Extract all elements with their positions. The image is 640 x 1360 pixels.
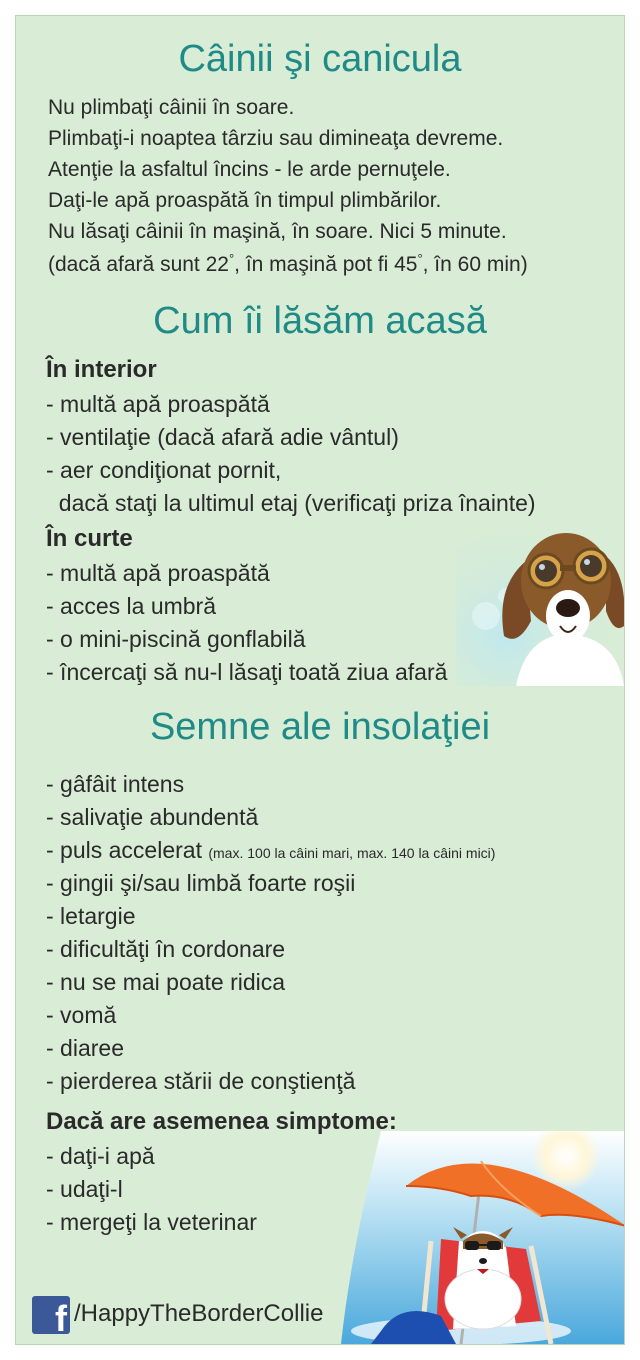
symptom-puls-note: (max. 100 la câini mari, max. 140 la câini mici) (208, 845, 496, 861)
degree-sign: ° (228, 251, 235, 266)
list-item: - multă apă proaspătă (46, 391, 270, 417)
degree-sign: ° (417, 251, 423, 266)
symptom-puls-label: - puls accelerat (46, 837, 202, 863)
facebook-handle[interactable]: /HappyTheBorderCollie (74, 1300, 324, 1327)
temperature-part-3: , în 60 min) (422, 253, 528, 276)
action-item: - daţi-i apă (46, 1143, 155, 1169)
symptom-item: - gingii şi/sau limbă foarte roşii (46, 870, 356, 896)
facebook-icon-letter: f (55, 1298, 67, 1339)
list-item: - o mini-piscină gonflabilă (46, 626, 306, 652)
text-line: Plimbaţi-i noaptea târziu sau dimineaţa devreme. (48, 127, 504, 150)
section-title-insolatie: Semne ale insolaţiei (149, 706, 491, 748)
symptom-item-puls (46, 837, 495, 864)
symptom-item: - letargie (46, 903, 136, 929)
facebook-icon (32, 1296, 70, 1339)
subheading-simptome: Dacă are asemenea simptome: (46, 1108, 397, 1135)
list-item: - multă apă proaspătă (46, 560, 270, 586)
list-item: - încercaţi să nu-l lăsaţi toată ziua afară (46, 659, 448, 685)
list-item: - acces la umbră (46, 593, 217, 619)
symptom-item: - nu se mai poate ridica (46, 969, 286, 995)
dog-goggles-illustration (456, 516, 625, 686)
subheading-curte: În curte (46, 525, 133, 552)
temperature-part-1: (dacă afară sunt 22 (48, 253, 229, 276)
beach-dog-illustration (341, 1131, 624, 1344)
infographic-card (15, 15, 625, 1345)
temperature-part-2: , în maşină pot fi 45 (234, 253, 418, 276)
list-item: - aer condiţionat pornit, (46, 457, 282, 483)
section-title-canicula: Câinii şi canicula (178, 38, 462, 80)
symptom-item: - gâfâit intens (46, 771, 185, 797)
temperature-line (48, 251, 528, 277)
symptom-item: - salivaţie abundentă (46, 804, 259, 830)
symptom-item: - pierderea stării de conştienţă (46, 1068, 356, 1094)
subheading-interior: În interior (46, 356, 157, 383)
text-line: Daţi-le apă proaspătă în timpul plimbărilor. (48, 189, 442, 212)
text-line: Nu plimbaţi câinii în soare. (48, 96, 295, 119)
action-item: - mergeţi la veterinar (46, 1209, 257, 1235)
list-item: - ventilaţie (dacă afară adie vântul) (46, 424, 399, 450)
list-item: dacă staţi la ultimul etaj (verificaţi priza înainte) (46, 490, 536, 516)
symptom-item: - diaree (46, 1035, 124, 1061)
text-line: Nu lăsaţi câinii în maşină, în soare. Nici 5 minute. (48, 220, 507, 243)
section-title-acasa: Cum îi lăsăm acasă (153, 300, 487, 342)
symptom-item: - vomă (46, 1002, 117, 1028)
text-line: Atenţie la asfaltul încins - le arde pernuţele. (48, 158, 451, 181)
symptom-item: - dificultăţi în cordonare (46, 936, 286, 962)
action-item: - udaţi-l (46, 1176, 123, 1202)
